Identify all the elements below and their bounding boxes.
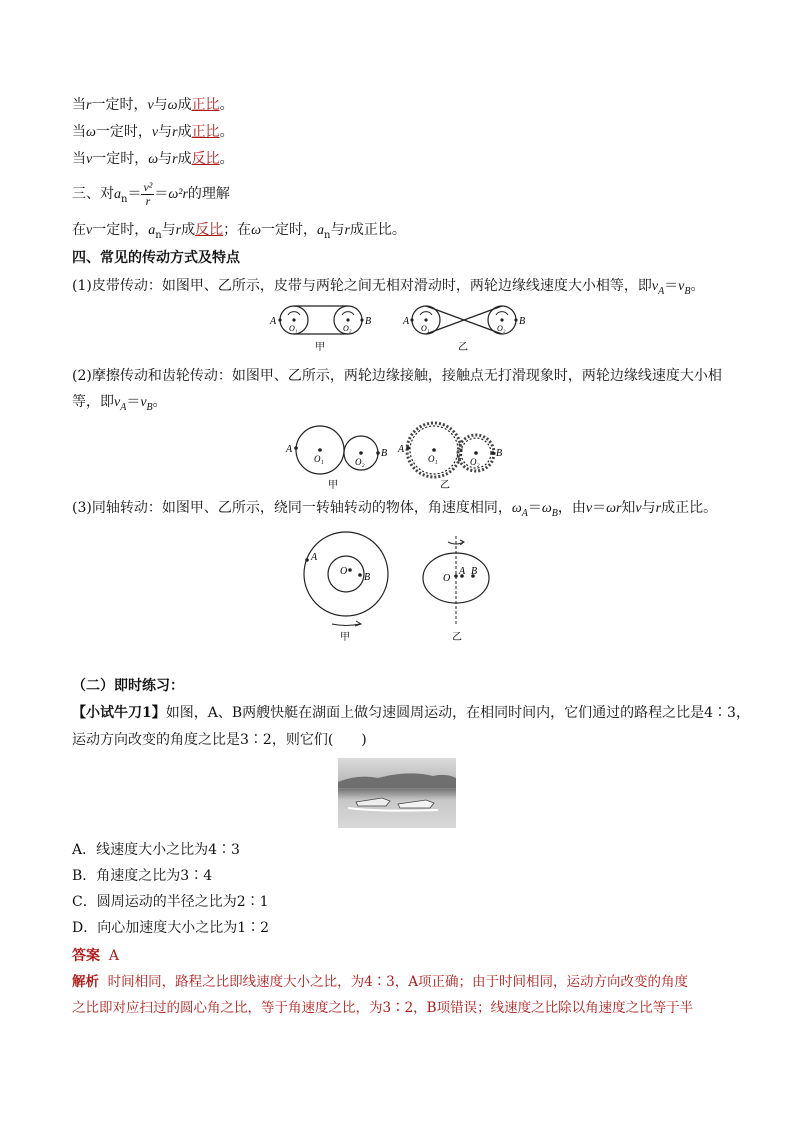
svg-text:O₂: O₂ — [470, 457, 480, 467]
coaxial-figure-yi — [423, 536, 489, 643]
practice-header: （二）即时练习： — [72, 678, 184, 694]
svg-text:A: A — [311, 552, 318, 563]
svg-text:O₂: O₂ — [497, 324, 506, 333]
svg-text:A: A — [270, 316, 277, 327]
highlight-answer: 反比 — [191, 151, 220, 167]
fraction-v2-over-r: $\frac{\text{v²}}{r}$ — [143, 179, 153, 208]
option-b[interactable]: B．角速度之比为3∶4 — [72, 868, 213, 884]
relation-line-1: 当r一定时，v与ω成正比。 — [72, 97, 234, 113]
svg-text:乙: 乙 — [458, 342, 468, 352]
svg-text:B: B — [519, 316, 526, 327]
svg-text:O₁: O₁ — [421, 324, 430, 333]
svg-text:乙: 乙 — [452, 632, 462, 643]
svg-text:O₁: O₁ — [428, 454, 438, 464]
belt-figure-yi — [402, 306, 525, 352]
question-line-1: 【小试牛刀1】如图，A、B两艘快艇在湖面上做匀速圆周运动，在相同时间内，它们通过的路程之比是4∶3， — [72, 705, 750, 721]
answer-value: A — [108, 948, 120, 964]
svg-text:A: A — [286, 444, 293, 455]
option-d[interactable]: D．向心加速度大小之比为1∶2 — [72, 920, 270, 936]
svg-text:O: O — [340, 566, 348, 577]
svg-text:O₂: O₂ — [343, 324, 352, 333]
gear-figure-yi — [397, 423, 502, 491]
svg-text:甲: 甲 — [340, 632, 350, 643]
highlight-answer: 反比 — [195, 222, 224, 238]
question-line-2: 运动方向改变的角度之比是3∶2，则它们( ) — [72, 732, 367, 748]
answer-line — [72, 946, 119, 966]
analysis-line-2: 之比即对应扫过的圆心角之比，等于角速度之比，为3∶2，B项错误；线速度之比除以角速度之比等于半 — [72, 1000, 694, 1016]
friction-figure-jia — [285, 426, 387, 491]
friction-drive-text-2: 等，即$v_A=v_B$。 — [72, 394, 167, 413]
section-4-title: 四、常见的传动方式及特点 — [72, 250, 240, 266]
svg-text:甲: 甲 — [315, 342, 325, 352]
svg-text:甲: 甲 — [328, 480, 338, 491]
belt-drive-text: (1)皮带传动：如图甲、乙所示，皮带与两轮之间无相对滑动时，两轮边缘线速度大小相等，即$v_A=v_B$。 — [72, 278, 705, 297]
svg-text:B: B — [364, 572, 371, 583]
section-3-heading: 三、对$a_n=$ $\frac{\text{v²}}{r}$ ＝ω²r的理解 — [72, 179, 230, 208]
section-3-body: 在v一定时，$a_n$与r成反比；在ω一定时，$a_n$与r成正比。 — [72, 222, 406, 241]
speedboats-illustration — [338, 758, 456, 828]
svg-text:O: O — [443, 573, 451, 584]
svg-text:B: B — [496, 448, 503, 459]
svg-text:A: A — [459, 566, 466, 577]
question-tag: 【小试牛刀1】 — [72, 705, 166, 721]
belt-figure-jia — [269, 306, 371, 352]
relation-line-3: 当v一定时，ω与r成反比。 — [72, 151, 234, 167]
svg-text:乙: 乙 — [440, 480, 450, 491]
svg-text:O₂: O₂ — [355, 457, 365, 467]
friction-drive-text-1: (2)摩擦传动和齿轮传动：如图甲、乙所示，两轮边缘接触，接触点无打滑现象时，两轮边缘线速度大小相 — [72, 368, 722, 384]
svg-text:A: A — [398, 444, 405, 455]
relation-line-2: 当ω一定时，v与r成正比。 — [72, 124, 234, 140]
svg-text:B: B — [381, 448, 388, 459]
friction-gear-figure — [280, 418, 520, 492]
answer-label: 答案 — [72, 948, 100, 964]
option-c[interactable]: C．圆周运动的半径之比为2∶1 — [72, 894, 269, 910]
analysis-label: 解析 — [72, 974, 99, 990]
svg-text:B: B — [365, 316, 372, 327]
coaxial-figure — [290, 530, 510, 645]
analysis-line-1: 解析 时间相同，路程之比即线速度大小之比，为4∶3，A项正确；由于时间相同，运动方向改变的角度 — [72, 974, 689, 990]
svg-text:O₁: O₁ — [289, 324, 298, 333]
coaxial-figure-jia — [304, 532, 388, 643]
svg-text:B: B — [471, 566, 478, 577]
svg-text:O₁: O₁ — [314, 454, 324, 464]
highlight-answer: 正比 — [191, 124, 220, 140]
belt-drive-figure — [260, 300, 540, 352]
speedboats-photo — [338, 758, 456, 828]
option-a[interactable]: A．线速度大小之比为4∶3 — [72, 842, 240, 858]
coaxial-rotation-text: (3)同轴转动：如图甲、乙所示，绕同一转轴转动的物体，角速度相同，$\omega_A=\omega_B$，由v＝ωr知v与r成正比。 — [72, 500, 718, 519]
svg-text:A: A — [403, 316, 410, 327]
highlight-answer: 正比 — [191, 97, 220, 113]
